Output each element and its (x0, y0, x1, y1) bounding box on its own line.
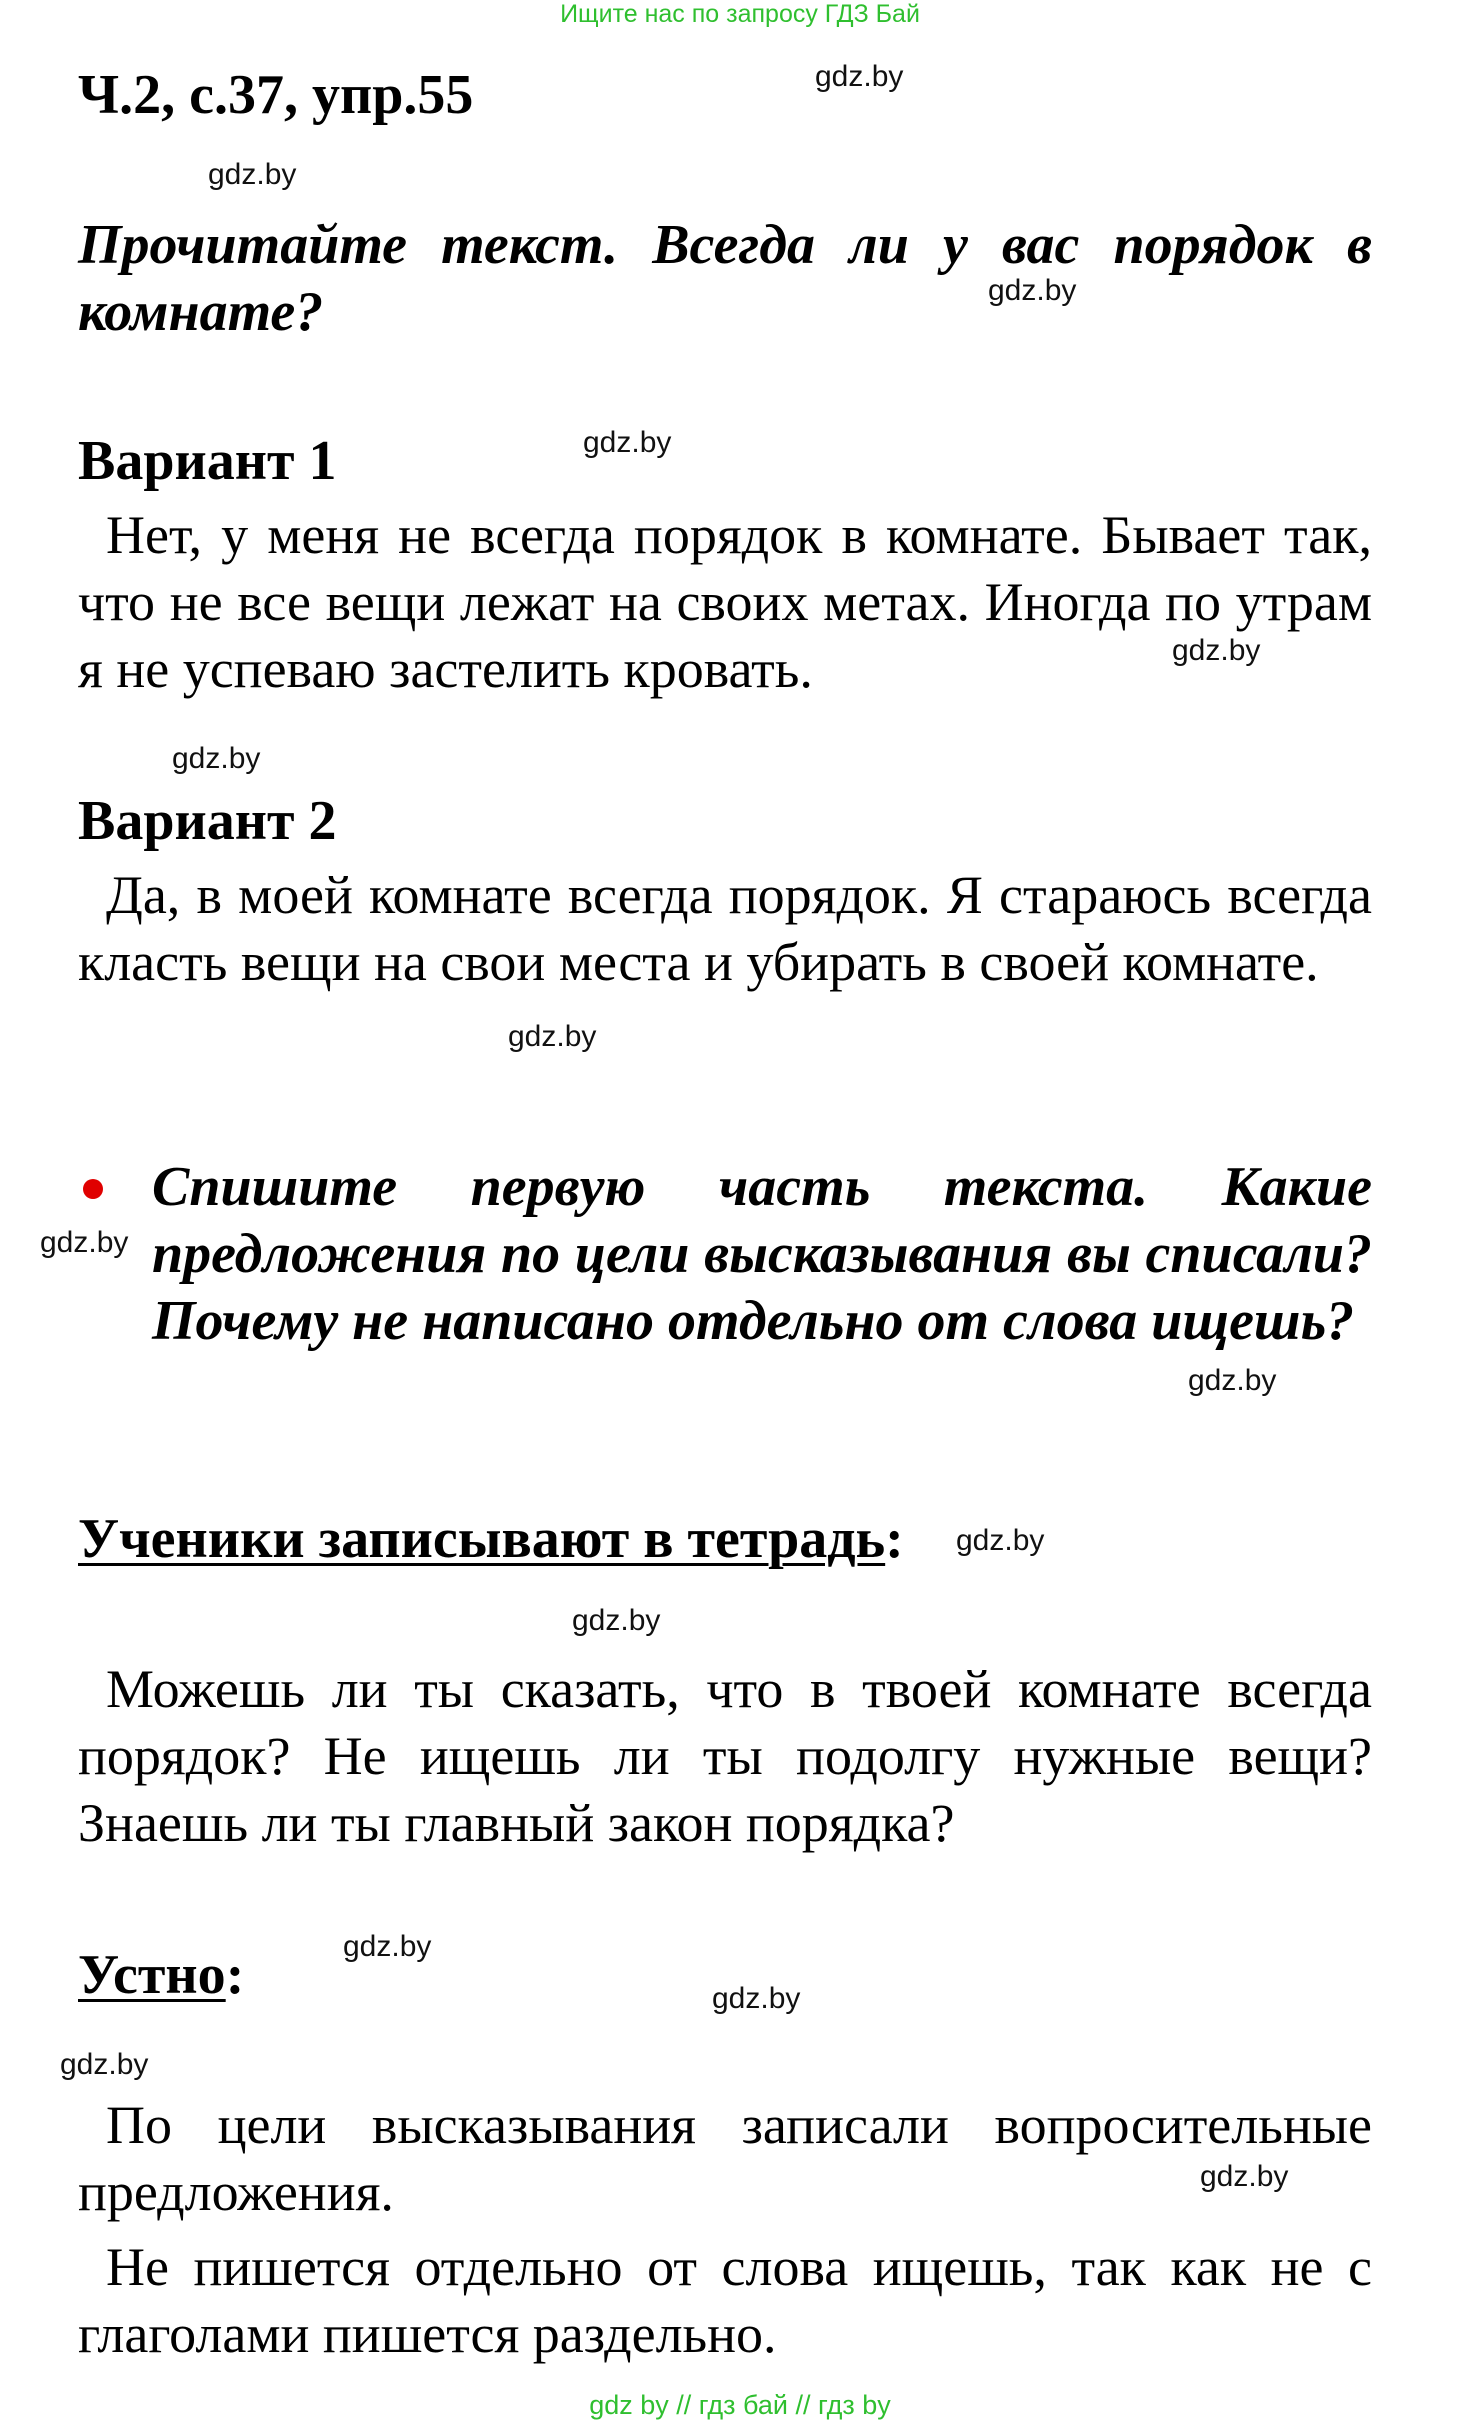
notebook-text: Можешь ли ты сказать, что в твоей комнате всегда порядок? Не ищешь ли ты подолгу нужные вещи? Знаешь ли ты главный закон порядка? (78, 1659, 1372, 1853)
task-instruction: Прочитайте текст. Всегда ли у вас порядок в комнате? (78, 214, 1372, 343)
variant1-text: Нет, у меня не всегда порядок в комнате. Бывает так, что не все вещи лежат на своих метах. Иногда по утрам я не успеваю застелить кровать. (78, 505, 1372, 699)
watermark: gdz.by (40, 1226, 129, 1259)
variant2-heading: Вариант 2 (78, 790, 337, 852)
variant1-heading: Вариант 1 (78, 430, 337, 492)
watermark: gdz.by (508, 1020, 597, 1053)
oral-text-1: По цели высказывания записали вопросительные предложения. (78, 2095, 1372, 2222)
watermark: gdz.by (1200, 2160, 1289, 2193)
watermark: gdz.by (988, 274, 1077, 307)
watermark: gdz.by (208, 158, 297, 191)
watermark: gdz.by (815, 60, 904, 93)
watermark: gdz.by (1188, 1364, 1277, 1397)
task-bullet-text: Спишите первую часть текста. Какие предложения по цели высказывания вы списали? Почему не написано отдельно от слова ищешь? (152, 1156, 1372, 1352)
watermark: gdz.by (1172, 634, 1261, 667)
watermark: gdz.by (60, 2048, 149, 2081)
oral-label: Устно (78, 1944, 226, 2006)
bullet-icon (83, 1179, 103, 1199)
watermark: gdz.by (172, 742, 261, 775)
oral-heading (78, 1942, 244, 2009)
variant2-text: Да, в моей комнате всегда порядок. Я стараюсь всегда класть вещи на свои места и убирать в своей комнате. (78, 865, 1372, 992)
top-banner[interactable]: Ищите нас по запросу ГДЗ Бай (560, 0, 920, 28)
notebook-heading (78, 1506, 904, 1573)
watermark: gdz.by (956, 1524, 1045, 1557)
oral-text-2: Не пишется отдельно от слова ищешь, так как не с глаголами пишется раздельно. (78, 2237, 1372, 2364)
footer-links[interactable]: gdz by // гдз бай // гдз by (589, 2390, 891, 2420)
watermark: gdz.by (572, 1604, 661, 1637)
notebook-label: Ученики записывают в тетрадь (78, 1508, 886, 1570)
watermark: gdz.by (343, 1930, 432, 1963)
watermark: gdz.by (712, 1982, 801, 2015)
watermark: gdz.by (583, 426, 672, 459)
notebook-colon: : (885, 1508, 904, 1570)
page-title: Ч.2, с.37, упр.55 (78, 64, 474, 126)
oral-colon: : (225, 1944, 245, 2006)
